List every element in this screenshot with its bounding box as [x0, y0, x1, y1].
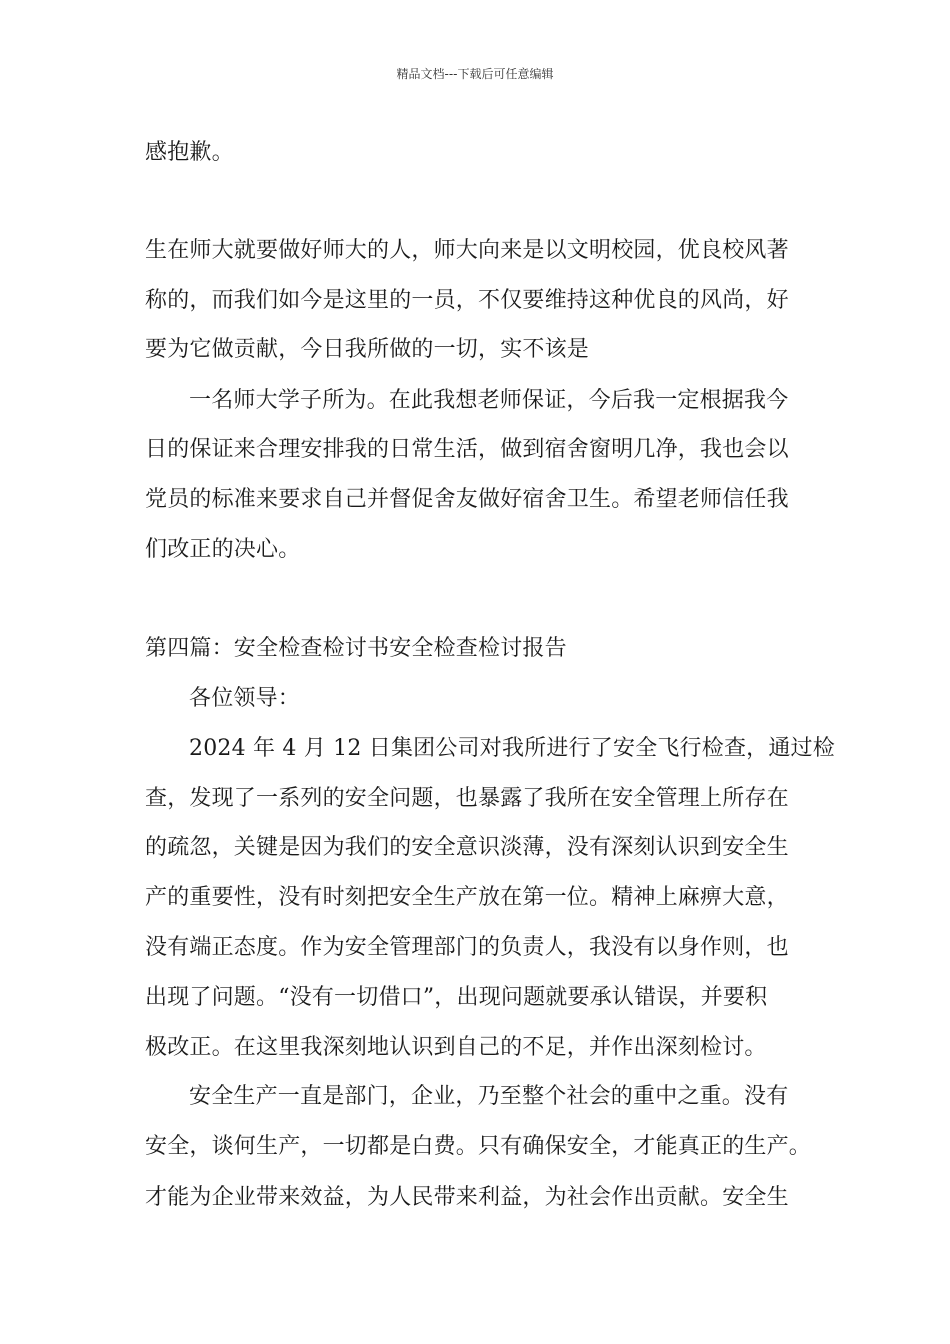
text-line: 出现了问题。“没有一切借口”，出现问题就要承认错误，并要积 — [145, 985, 768, 1010]
text-line: 们改正的决心。 — [145, 537, 301, 562]
text-line: 生在师大就要做好师大的人，师大向来是以文明校园，优良校风著 — [145, 238, 789, 263]
text-line: 安全生产一直是部门，企业，乃至整个社会的重中之重。没有 — [189, 1084, 789, 1109]
text-line: 极改正。在这里我深刻地认识到自己的不足，并作出深刻检讨。 — [145, 1035, 767, 1060]
text-line: 称的，而我们如今是这里的一员，不仅要维持这种优良的风尚，好 — [145, 288, 789, 313]
text-line: 的疏忽，关键是因为我们的安全意识淡薄，没有深刻认识到安全生 — [145, 835, 789, 860]
section-title: 第四篇：安全检查检讨书安全检查检讨报告 — [145, 636, 567, 661]
text-line: 查，发现了一系列的安全问题，也暴露了我所在安全管理上所存在 — [145, 786, 789, 811]
text-line: 党员的标准来要求自己并督促舍友做好宿舍卫生。希望老师信任我 — [145, 487, 789, 512]
text-line: 感抱歉。 — [145, 140, 234, 165]
text-line: 没有端正态度。作为安全管理部门的负责人，我没有以身作则，也 — [145, 935, 789, 960]
text-line: 2024 年 4 月 12 日集团公司对我所进行了安全飞行检查，通过检 — [189, 736, 835, 761]
text-line: 安全，谈何生产，一切都是白费。只有确保安全，才能真正的生产。 — [145, 1134, 812, 1159]
page-header: 精品文档---下载后可任意编辑 — [396, 67, 554, 81]
text-line: 要为它做贡献，今日我所做的一切，实不该是 — [145, 337, 590, 362]
text-line: 才能为企业带来效益，为人民带来利益，为社会作出贡献。安全生 — [145, 1185, 789, 1210]
text-line: 日的保证来合理安排我的日常生活，做到宿舍窗明几净，我也会以 — [145, 437, 789, 462]
text-line: 一名师大学子所为。在此我想老师保证，今后我一定根据我今 — [189, 388, 789, 413]
salutation: 各位领导： — [189, 686, 301, 711]
text-line: 产的重要性，没有时刻把安全生产放在第一位。精神上麻痹大意， — [145, 885, 789, 910]
